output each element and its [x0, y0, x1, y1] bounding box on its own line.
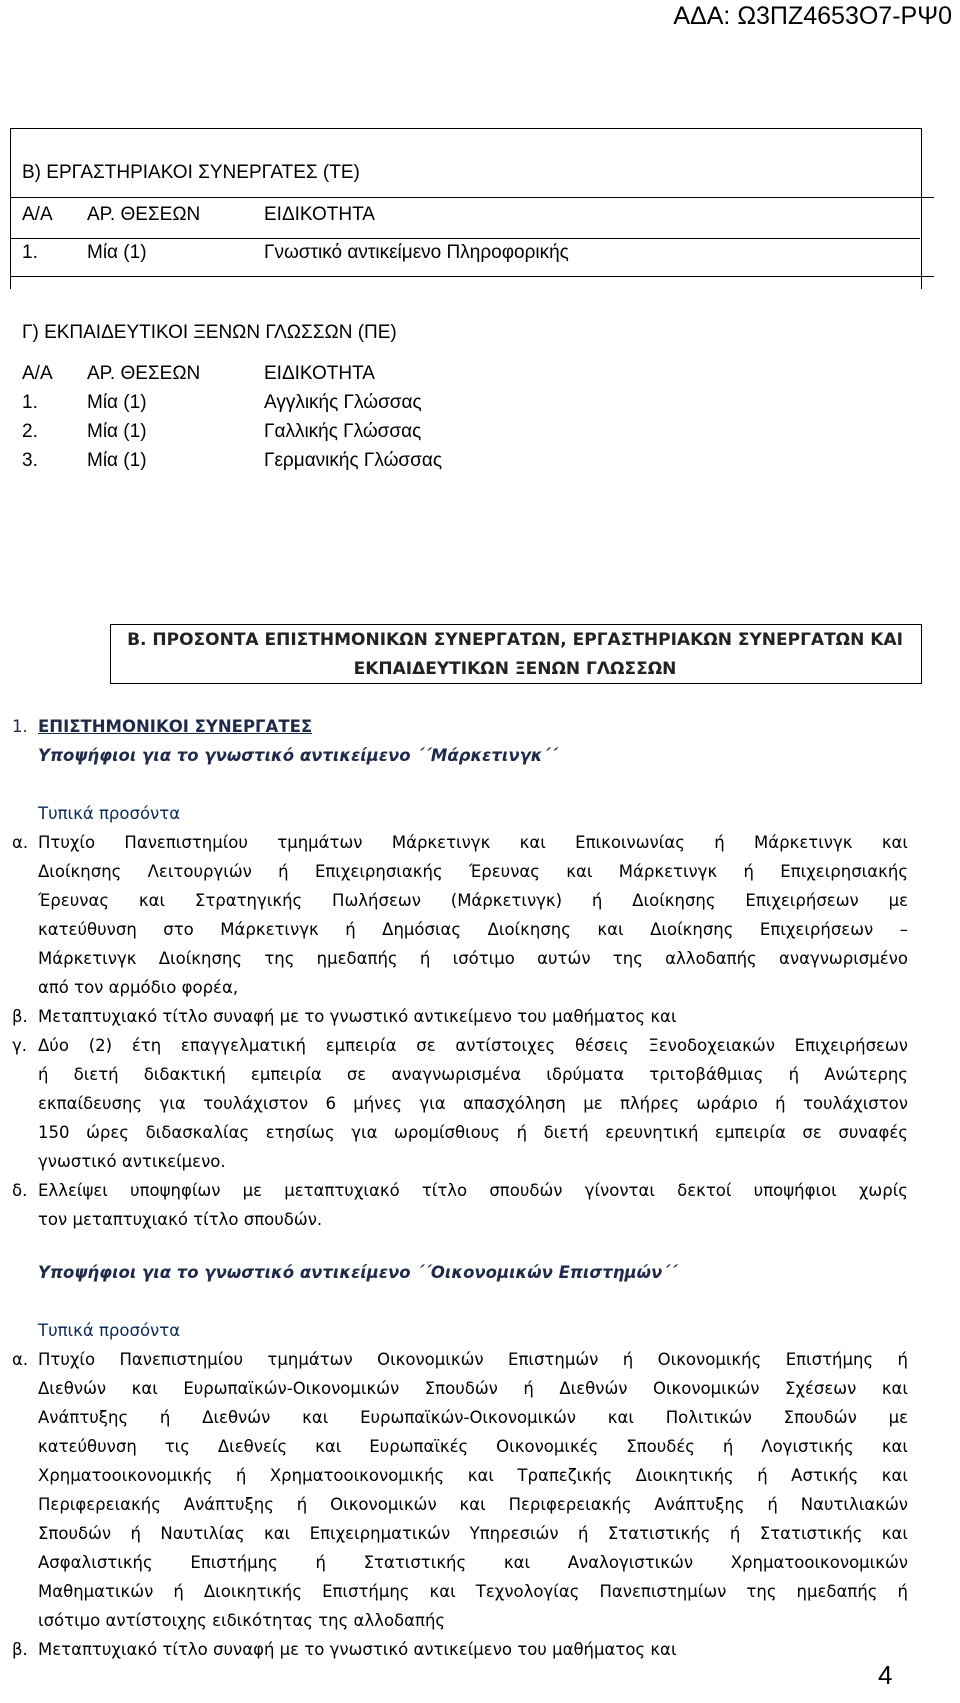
item-text-line: από τον αρμόδιο φορέα, — [38, 978, 239, 997]
row-positions: Μία (1) — [87, 392, 147, 413]
ada-code: ΑΔΑ: Ω3ΠΖ4653Ο7-ΡΨ0 — [673, 2, 952, 30]
qualifications-heading-line2: ΕΚΠΑΙΔΕΥΤΙΚΩΝ ΞΕΝΩΝ ΓΛΩΣΣΩΝ — [353, 659, 677, 679]
item-text-line: 150 ώρες διδασκαλίας ετησίως για ωρομίσθιους ή διετή ερευνητική εμπειρία σε συναφές — [38, 1123, 908, 1142]
row-positions: Μία (1) — [87, 421, 147, 442]
item-text-line: εκπαίδευσης για τουλάχιστον 6 μήνες για απασχόληση με πλήρες ωράριο ή τουλάχιστον — [38, 1094, 908, 1113]
item-label: β. — [12, 1640, 28, 1659]
item-text-line: Πτυχίο Πανεπιστημίου τμημάτων Μάρκετινγκ και Επικοινωνίας ή Μάρκετινγκ και — [38, 833, 908, 852]
col-header-positions: ΑΡ. ΘΕΣΕΩΝ — [87, 363, 201, 384]
subsection-number: 1. — [12, 717, 28, 736]
row-num: 3. — [22, 450, 38, 471]
item-text-line: Διεθνών και Ευρωπαϊκών-Οικονομικών Σπουδών ή Διεθνών Οικονομικών Σχέσεων και — [38, 1379, 908, 1398]
item-text-line: Μεταπτυχιακό τίτλο συναφή με το γνωστικό αντικείμενο του μαθήματος και — [38, 1640, 677, 1659]
row-specialty: Γερμανικής Γλώσσας — [264, 450, 443, 471]
item-text-line: ισότιμο αντίστοιχης ειδικότητας της αλλοδαπής — [38, 1611, 446, 1630]
item-text-line: Σπουδών ή Ναυτιλίας και Επιχειρηματικών Υπηρεσιών ή Στατιστικής ή Στατιστικής και — [38, 1524, 908, 1543]
col-header-specialty: ΕΙΔΙΚΟΤΗΤΑ — [264, 363, 375, 384]
item-text-line: Ελλείψει υποψηφίων με μεταπτυχιακό τίτλο σπουδών γίνονται δεκτοί υποψήφιοι χωρίς — [38, 1181, 908, 1200]
row-positions: Μία (1) — [87, 242, 147, 263]
item-text-line: Ασφαλιστικής Επιστήμης ή Στατιστικής και Αναλογιστικών Χρηματοοικονομικών — [38, 1553, 908, 1572]
col-header-aa: Α/Α — [22, 204, 53, 225]
row-positions: Μία (1) — [87, 450, 147, 471]
item-text-line: Ανάπτυξης ή Διεθνών και Ευρωπαϊκών-Οικονομικών και Πολιτικών Σπουδών με — [38, 1408, 908, 1427]
item-label: α. — [12, 833, 29, 852]
col-header-specialty: ΕΙΔΙΚΟΤΗΤΑ — [264, 204, 375, 225]
item-text-line: Διοίκησης Λειτουργιών ή Επιχειρησιακής Έρευνας και Μάρκετινγκ ή Επιχειρησιακής — [38, 862, 908, 881]
section-b-title: Β) ΕΡΓΑΣΤΗΡΙΑΚΟΙ ΣΥΝΕΡΓΑΤΕΣ (ΤΕ) — [22, 162, 360, 183]
col-header-positions: ΑΡ. ΘΕΣΕΩΝ — [87, 204, 201, 225]
row-num: 2. — [22, 421, 38, 442]
qualifications-heading-line1: Β. ΠΡΟΣΟΝΤΑ ΕΠΙΣΤΗΜΟΝΙΚΩΝ ΣΥΝΕΡΓΑΤΩΝ, ΕΡΓΑΣΤΗΡΙΑΚΩΝ ΣΥΝΕΡΓΑΤΩΝ ΚΑΙ — [127, 630, 903, 650]
marketing-typical-label: Τυπικά προσόντα — [38, 804, 181, 823]
economics-typical-label: Τυπικά προσόντα — [38, 1321, 181, 1340]
item-label: γ. — [12, 1036, 28, 1055]
row-num: 1. — [22, 392, 38, 413]
marketing-heading: Υποψήφιοι για το γνωστικό αντικείμενο ΄΄Μάρκετινγκ΄΄ — [38, 746, 558, 765]
table-rule — [10, 238, 920, 239]
item-text-line: τον μεταπτυχιακό τίτλο σπουδών. — [38, 1210, 323, 1229]
item-text-line: Χρηματοοικονομικής ή Χρηματοοικονομικής και Τραπεζικής Διοικητικής ή Αστικής και — [38, 1466, 908, 1485]
col-header-aa: Α/Α — [22, 363, 53, 384]
table-rule — [10, 276, 934, 277]
page-number: 4 — [878, 1660, 893, 1690]
item-label: β. — [12, 1007, 28, 1026]
economics-heading: Υποψήφιοι για το γνωστικό αντικείμενο ΄΄Οικονομικών Επιστημών΄΄ — [38, 1263, 677, 1282]
row-specialty: Αγγλικής Γλώσσας — [264, 392, 422, 413]
item-text-line: Μεταπτυχιακό τίτλο συναφή με το γνωστικό αντικείμενο του μαθήματος και — [38, 1007, 677, 1026]
section-c-title: Γ) ΕΚΠΑΙΔΕΥΤΙΚΟΙ ΞΕΝΩΝ ΓΛΩΣΣΩΝ (ΠΕ) — [22, 322, 397, 343]
item-label: δ. — [12, 1181, 28, 1200]
item-text-line: Δύο (2) έτη επαγγελματική εμπειρία σε αντίστοιχες θέσεις Ξενοδοχειακών Επιχειρήσεων — [38, 1036, 908, 1055]
row-num: 1. — [22, 242, 38, 263]
item-text-line: γνωστικό αντικείμενο. — [38, 1152, 226, 1171]
subsection-title: ΕΠΙΣΤΗΜΟΝΙΚΟΙ ΣΥΝΕΡΓΑΤΕΣ — [38, 717, 313, 736]
item-text-line: κατεύθυνση στο Μάρκετινγκ ή Δημόσιας Διοίκησης και Διοίκησης Επιχειρήσεων – — [38, 920, 908, 939]
table-rule — [10, 197, 934, 198]
item-text-line: Μάρκετινγκ Διοίκησης της ημεδαπής ή ισότιμο αυτών της αλλοδαπής αναγνωρισμένο — [38, 949, 908, 968]
item-text-line: Έρευνας και Στρατηγικής Πωλήσεων (Μάρκετινγκ) ή Διοίκησης Επιχειρήσεων με — [38, 891, 908, 910]
item-text-line: κατεύθυνση τις Διεθνείς και Ευρωπαϊκές Οικονομικές Σπουδές ή Λογιστικής και — [38, 1437, 908, 1456]
item-label: α. — [12, 1350, 29, 1369]
item-text-line: Περιφερειακής Ανάπτυξης ή Οικονομικών και Περιφερειακής Ανάπτυξης ή Ναυτιλιακών — [38, 1495, 908, 1514]
item-text-line: Πτυχίο Πανεπιστημίου τμημάτων Οικονομικών Επιστημών ή Οικονομικής Επιστήμης ή — [38, 1350, 908, 1369]
item-text-line: Μαθηματικών ή Διοικητικής Επιστήμης και Τεχνολογίας Πανεπιστημίων της ημεδαπής ή — [38, 1582, 908, 1601]
item-text-line: ή διετή διδακτική εμπειρία σε αναγνωρισμένα ιδρύματα τριτοβάθμιας ή Ανώτερης — [38, 1065, 908, 1084]
row-specialty: Γαλλικής Γλώσσας — [264, 421, 422, 442]
row-specialty: Γνωστικό αντικείμενο Πληροφορικής — [264, 242, 569, 263]
